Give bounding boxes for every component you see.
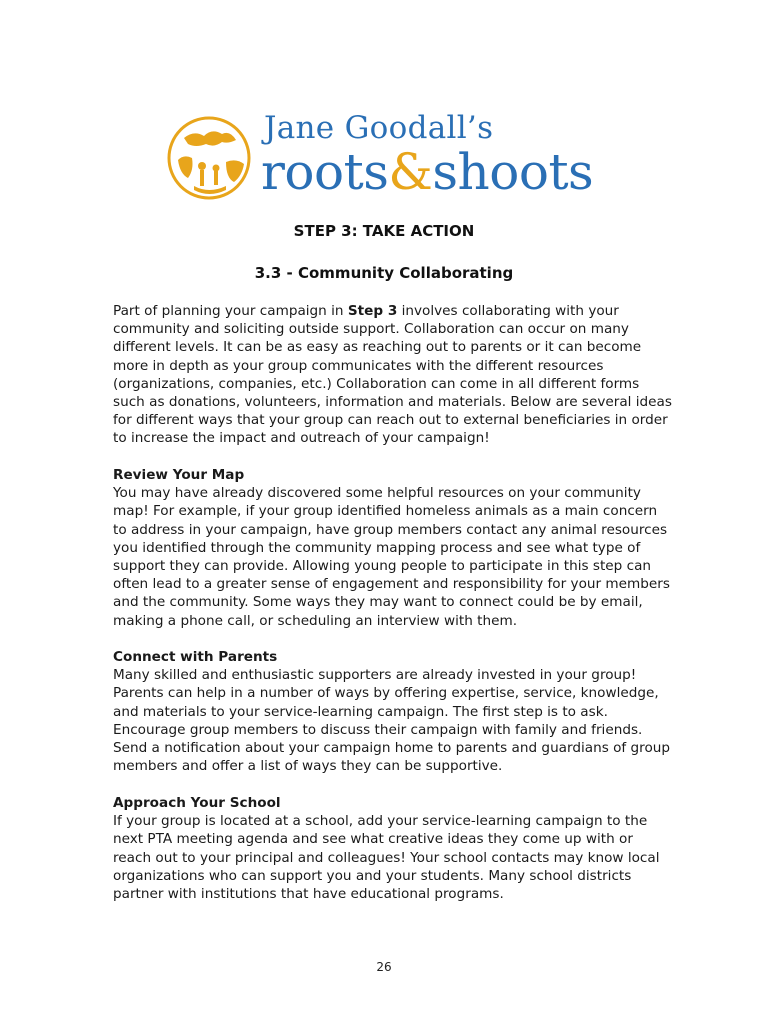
page-number: 26 [376,960,392,974]
section-title: Approach Your School [113,795,281,811]
logo-word-roots: roots [261,143,389,201]
intro-text-rest: involves collaborating with your community and soliciting outside support. Collaboration can occur on many different levels. It can be as easy as reaching out to parents or it can become more in depth as your group communicates with the different resources (organizations, companies, etc.) Collaboration can come in all different forms such as donations, volunteers, information and materials. Below are several ideas for different ways that your group can reach out to external beneficiaries in order to increase the impact and outreach of your campaign! [113,303,672,447]
intro-paragraph [113,302,673,448]
section-body: You may have already discovered some helpful resources on your community map! For example, if your group identified homeless animals as a main concern to address in your campaign, have group members contact any animal resources you identified through the community mapping process and see what type of support they can provide. Allowing young people to participate in this step can often lead to a greater sense of engagement and responsibility for your members and the community. Some ways they may want to connect could be by email, making a phone call, or scheduling an interview with them. [113,485,670,629]
logo-wordmark [261,142,593,202]
intro-text-start: Part of planning your campaign in [113,303,348,319]
logo-ampersand: & [388,143,433,201]
section-connect-parents [113,648,673,775]
section-body: If your group is located at a school, add your service-learning campaign to the next PTA meeting agenda and see what creative ideas they come up with or reach out to your principal and colleagues! Your school contacts may know local organizations who can support you and your students. Many school districts partner with institutions that have educational programs. [113,813,660,903]
globe-emblem-icon [164,108,264,208]
logo-title-line: Jane Goodall’s [264,110,494,146]
section-title: Connect with Parents [113,649,278,665]
section-body: Many skilled and enthusiastic supporters are already invested in your group! Parents can help in a number of ways by offering expertise, service, knowledge, and materials to your service-learning campaign. The first step is to ask. Encourage group members to discuss their campaign with family and friends. Send a notification about your campaign home to parents and guardians of group members and offer a list of ways they can be supportive. [113,667,671,775]
logo-word-shoots: shoots [432,143,594,201]
section-review-map [113,466,673,630]
intro-bold-step: Step 3 [347,303,398,319]
section-title: Review Your Map [113,467,245,483]
roots-and-shoots-logo [164,108,610,208]
step-heading: STEP 3: TAKE ACTION [293,222,475,240]
section-heading: 3.3 - Community Collaborating [254,264,514,282]
section-approach-school [113,794,673,903]
